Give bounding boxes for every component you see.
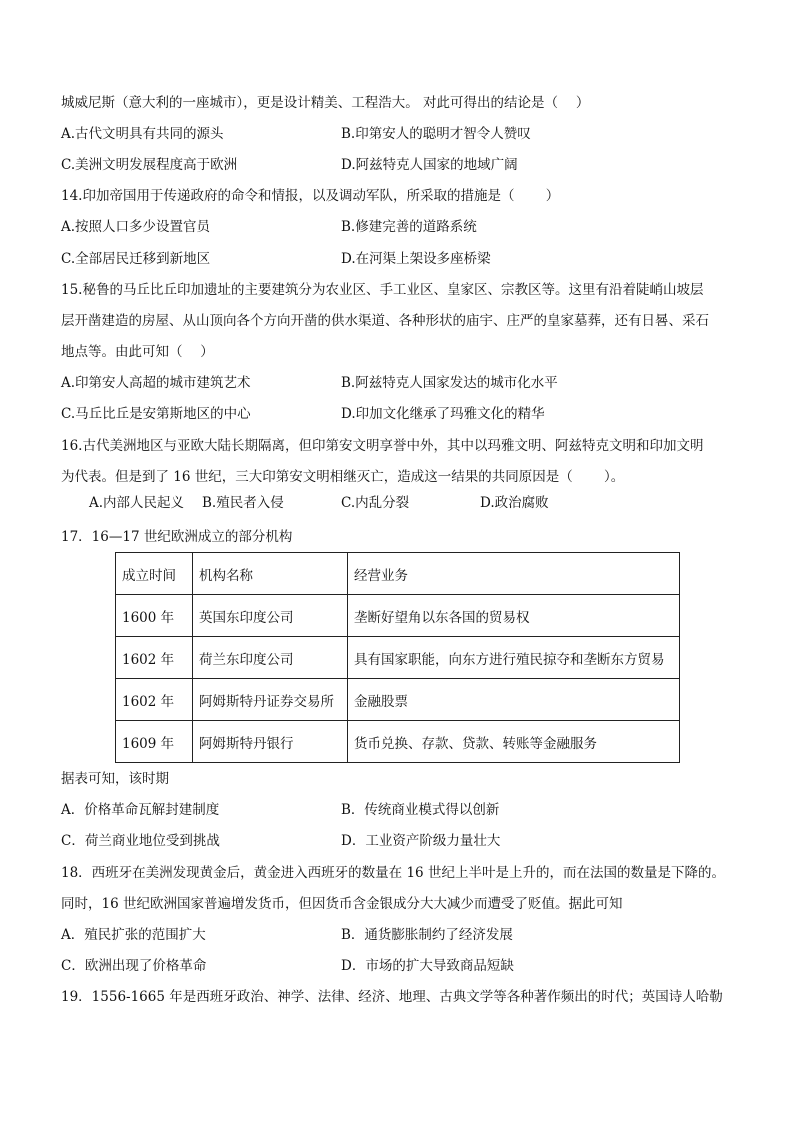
table-cell: 具有国家职能，向东方进行殖民掠夺和垄断东方贸易 (348, 637, 680, 679)
question-15-stem-line-3: 地点等。由此可知（ ） (61, 344, 214, 360)
q15-option-c: C.马丘比丘是安第斯地区的中心 (61, 406, 251, 422)
q16-option-d: D.政治腐败 (480, 495, 549, 511)
question-17-lead: 据表可知，该时期 (61, 771, 169, 787)
q17-option-c: C．荷兰商业地位受到挑战 (61, 833, 220, 849)
table-cell: 金融股票 (348, 679, 680, 721)
q18-option-a: A．殖民扩张的范围扩大 (61, 927, 206, 943)
question-15-stem-line-2: 层开凿建造的房屋、从山顶向各个方向开凿的供水渠道、各种形状的庙宇、庄严的皇家墓葬，还有日晷、采石 (61, 313, 709, 329)
table-cell: 阿姆斯特丹证券交易所 (193, 679, 348, 721)
question-13-stem-tail: 城威尼斯（意大利的一座城市），更是设计精美、工程浩大。 对此可得出的结论是（ ） (61, 95, 590, 111)
table-row (116, 595, 680, 637)
table-cell: 1602 年 (116, 637, 193, 679)
q14-option-c: C.全部居民迁移到新地区 (61, 251, 211, 267)
question-19-stem: 19．1556-1665 年是西班牙政治、神学、法律、经济、地理、古典文学等各种著作频出的时代；英国诗人哈勒 (61, 989, 723, 1005)
question-16-stem-line-2: 为代表。但是到了 16 世纪，三大印第安文明相继灭亡，造成这一结果的共同原因是（ ）。 (61, 469, 625, 485)
q14-option-d: D.在河渠上架设多座桥梁 (341, 251, 491, 267)
q14-option-b: B.修建完善的道路系统 (341, 219, 477, 235)
q13-option-c: C.美洲文明发展程度高于欧洲 (61, 157, 238, 173)
q15-option-d: D.印加文化继承了玛雅文化的精华 (341, 406, 545, 422)
q18-option-d: D．市场的扩大导致商品短缺 (341, 958, 514, 974)
table-cell: 英国东印度公司 (193, 595, 348, 637)
q14-option-a: A.按照人口多少设置官员 (61, 219, 211, 235)
q16-option-b: B.殖民者入侵 (202, 495, 284, 511)
table-header-row (116, 553, 680, 595)
table-cell: 阿姆斯特丹银行 (193, 721, 348, 763)
table-header-cell: 经营业务 (348, 553, 680, 595)
table-header-cell: 机构名称 (193, 553, 348, 595)
table-cell: 1602 年 (116, 679, 193, 721)
q16-option-c: C.内乱分裂 (341, 495, 410, 511)
question-17-stem: 17．16—17 世纪欧洲成立的部分机构 (61, 529, 293, 545)
q15-option-a: A.印第安人高超的城市建筑艺术 (61, 375, 251, 391)
table-row (116, 721, 680, 763)
q16-option-a: A.内部人民起义 (89, 495, 185, 511)
q17-option-a: A．价格革命瓦解封建制度 (61, 802, 220, 818)
question-16-stem-line-1: 16.古代美洲地区与亚欧大陆长期隔离，但印第安文明享誉中外，其中以玛雅文明、阿兹特克文明和印加文明 (61, 438, 704, 454)
table-row (116, 679, 680, 721)
question-18-stem-line-2: 同时，16 世纪欧洲国家普遍增发货币，但因货币含金银成分大大减少而遭受了贬值。据此可知 (61, 896, 623, 912)
q17-option-b: B．传统商业模式得以创新 (341, 802, 500, 818)
table-cell: 荷兰东印度公司 (193, 637, 348, 679)
table-cell: 1600 年 (116, 595, 193, 637)
table-row (116, 637, 680, 679)
q13-option-b: B.印第安人的聪明才智令人赞叹 (341, 126, 531, 142)
table-cell: 垄断好望角以东各国的贸易权 (348, 595, 680, 637)
q13-option-d: D.阿兹特克人国家的地域广阔 (341, 157, 518, 173)
q18-option-b: B．通货膨胀制约了经济发展 (341, 927, 513, 943)
institutions-table (115, 552, 680, 763)
q18-option-c: C．欧洲出现了价格革命 (61, 958, 207, 974)
q13-option-a: A.古代文明具有共同的源头 (61, 126, 224, 142)
q17-option-d: D．工业资产阶级力量壮大 (341, 833, 501, 849)
table-cell: 1609 年 (116, 721, 193, 763)
table-cell: 货币兑换、存款、贷款、转账等金融服务 (348, 721, 680, 763)
q15-option-b: B.阿兹特克人国家发达的城市化水平 (341, 375, 558, 391)
question-14-stem: 14.印加帝国用于传递政府的命令和情报，以及调动军队，所采取的措施是（ ） (61, 188, 560, 204)
question-15-stem-line-1: 15.秘鲁的马丘比丘印加遗址的主要建筑分为农业区、手工业区、皇家区、宗教区等。这里有沿着陡峭山坡层 (61, 282, 704, 298)
question-18-stem-line-1: 18．西班牙在美洲发现黄金后，黄金进入西班牙的数量在 16 世纪上半叶是上升的，而在法国的数量是下降的。 (61, 865, 725, 881)
table-header-cell: 成立时间 (116, 553, 193, 595)
